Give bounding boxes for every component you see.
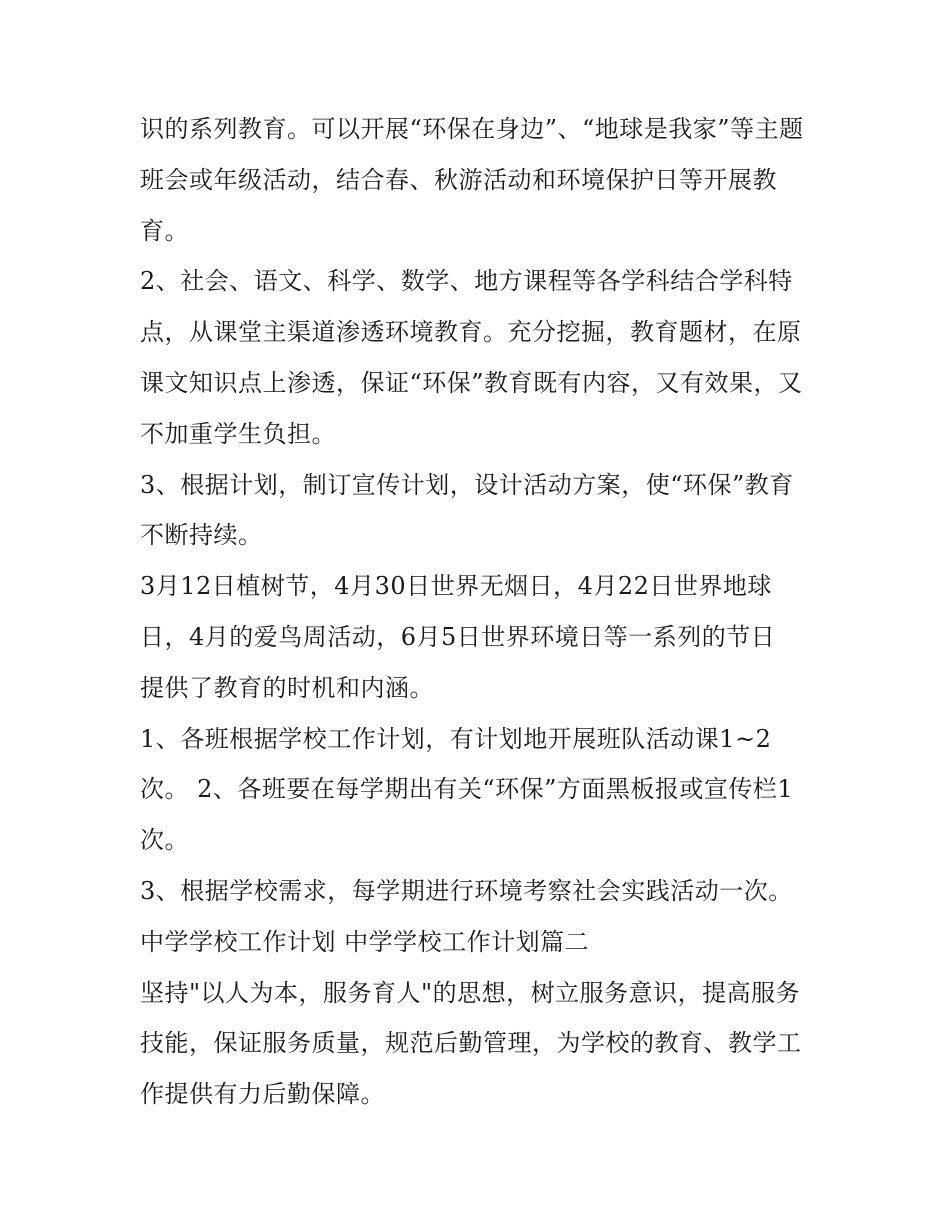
text-line: 提供了教育的时机和内涵。 (140, 673, 434, 702)
text-line: 坚持"以人为本，服务育人"的思想，树立服务意识，提高服务 (140, 978, 801, 1007)
text-line: 点，从课堂主渠道渗透环境教育。充分挖掘，教育题材，在原 (140, 318, 802, 347)
text-line: 3、根据学校需求，每学期进行环境考察社会实践活动一次。 (140, 876, 793, 905)
text-line: 3、根据计划，制订宣传计划，设计活动方案，使“环保”教育 (140, 470, 794, 499)
text-line: 育。 (140, 216, 189, 245)
text-line: 日，4月的爱鸟周活动，6月5日世界环境日等一系列的节日 (140, 622, 776, 651)
text-line: 技能，保证服务质量，规范后勤管理，为学校的教育、教学工 (140, 1029, 802, 1058)
text-line: 2、社会、语文、科学、数学、地方课程等各学科结合学科特 (140, 267, 793, 296)
text-line: 识的系列教育。可以开展“环保在身边”、“地球是我家”等主题 (140, 115, 804, 143)
document-body (140, 104, 830, 1120)
text-line: 班会或年级活动，结合春、秋游活动和环境保护日等开展教 (140, 165, 777, 194)
text-line: 1、各班根据学校工作计划，有计划地开展班队活动课1~2 (140, 724, 772, 753)
text-line: 次。 (140, 826, 189, 855)
text-line: 次。 2、各班要在每学期出有关“环保”方面黑板报或宣传栏1 (140, 775, 794, 804)
text-line: 3月12日植树节，4月30日世界无烟日，4月22日世界地球 (140, 572, 772, 601)
text-line: 不断持续。 (140, 521, 263, 550)
text-line: 课文知识点上渗透，保证“环保”教育既有内容，又有效果，又 (140, 368, 803, 397)
text-line: 不加重学生负担。 (140, 419, 336, 448)
text-line: 作提供有力后勤保障。 (140, 1080, 385, 1109)
section-heading: 中学学校工作计划 中学学校工作计划篇二 (140, 927, 590, 956)
